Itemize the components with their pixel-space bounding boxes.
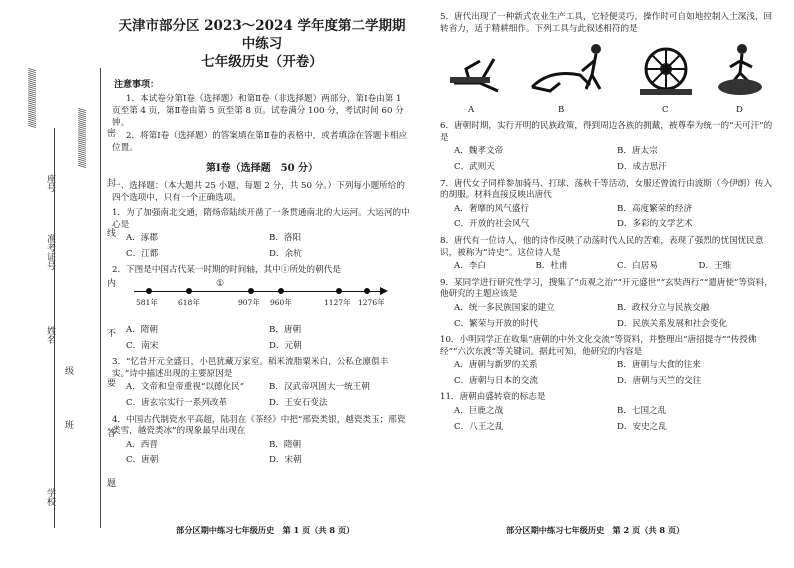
- cut-slash-line: /////////////////////////////: [26, 68, 36, 127]
- cut-word: 要: [105, 378, 115, 387]
- option: B．高度繁荣的经济: [617, 203, 693, 214]
- exam-number-label: 准考证号: [45, 234, 55, 270]
- timeline-axis: [134, 291, 382, 292]
- timeline: [122, 281, 412, 321]
- cut-word: 不: [105, 328, 115, 337]
- tool-image-a: [450, 59, 498, 91]
- option: C．江都: [126, 248, 159, 259]
- option: A．唐朝与新罗的关系: [454, 360, 538, 371]
- option: D．民族关系发展和社会变化: [617, 318, 728, 329]
- school-label: 学校: [45, 488, 55, 506]
- option: C．八王之乱: [454, 421, 504, 432]
- cut-slash-line-2: /////////////////////////////: [76, 108, 86, 167]
- question-5: 5．唐代出现了一种新式农业生产工具，它轻便灵巧，操作时可自如地控制入土深浅，回转省力，适于精耕细作。下列工具与此叙述相符的是: [440, 12, 773, 34]
- question-1: 1．为了加强南北交通，隋炀帝陆续开凿了一条贯通南北的大运河。大运河的中心是: [112, 208, 410, 230]
- page-two-footer: 部分区期中练习七年级历史 第 2 页（共 8 页）: [506, 525, 685, 535]
- timeline-year: 960年: [270, 298, 292, 308]
- cut-word: 题: [105, 478, 115, 487]
- question-9-options: [440, 303, 780, 330]
- image-label-a: A: [468, 105, 475, 116]
- option: B．唐朝与大食的往来: [617, 360, 701, 371]
- option: D．王安石变法: [269, 398, 328, 409]
- tool-image-d: [718, 44, 762, 95]
- class-label-a: 班: [63, 420, 73, 429]
- image-label-b: B: [558, 105, 565, 116]
- option: D．成吉思汗: [617, 161, 667, 172]
- exam-subtitle: 七年级历史（开卷）: [201, 54, 323, 71]
- section-intro: 一、选择题：（本大题共 25 小题，每题 2 分，共 50 分。）下列每小题所给的四个选项中，只有一个正确选项。: [112, 180, 405, 203]
- divider: [100, 68, 101, 528]
- option: C．武则天: [454, 161, 495, 172]
- option: A．隋朝: [126, 325, 158, 336]
- question-2: 2．下图是中国古代某一时期的时间轴，其中①所处的朝代是: [112, 265, 341, 276]
- timeline-year: 907年: [238, 298, 260, 308]
- cut-word: 内: [105, 278, 115, 287]
- option: B．隋朝: [269, 439, 302, 450]
- option: B．汉武帝巩固大一统王朝: [269, 382, 370, 393]
- page-one: [112, 8, 412, 472]
- option: A．魏孝文帝: [454, 146, 504, 157]
- question-10: 10．小明同学正在收集“唐朝的中外文化交流”等资料，并整理出“唐招提寺”“传授佛经”“六次东渡”等关键词。据此可知，他研究的内容是: [440, 335, 757, 357]
- timeline-dot: [278, 288, 284, 294]
- tool-images: [440, 39, 780, 103]
- option: D．余杭: [269, 248, 302, 259]
- option: B．唐太宗: [617, 146, 658, 157]
- option: A．西晋: [126, 439, 158, 450]
- timeline-dot: [364, 288, 370, 294]
- cut-word: 答: [105, 428, 115, 437]
- timeline-marker: ①: [216, 279, 225, 290]
- option: C．开放的社会风气: [454, 219, 530, 230]
- image-label-c: C: [662, 105, 669, 116]
- name-label: 姓名: [45, 326, 55, 344]
- option: C．唐朝: [126, 455, 159, 466]
- page-two: [440, 8, 780, 438]
- page-one-footer: 部分区期中练习七年级历史 第 1 页（共 8 页）: [176, 525, 355, 535]
- tool-image-labels: [440, 105, 780, 117]
- cut-word: 封: [105, 178, 115, 187]
- option: A．巨鹿之战: [454, 406, 504, 417]
- option: B．七国之乱: [617, 406, 667, 417]
- question-4-options: [112, 440, 412, 467]
- tool-image-c: [640, 49, 692, 95]
- timeline-year: 618年: [178, 298, 200, 308]
- question-8: 8．唐代有一位诗人，他的诗作反映了动荡时代人民的苦难，表现了强烈的忧国忧民意识，被称为“诗史”。这位诗人是: [440, 235, 764, 258]
- option: A．统一多民族国家的建立: [454, 302, 555, 313]
- cut-word: 线: [105, 228, 115, 237]
- class-label-b: 级: [63, 366, 73, 375]
- option: D．多彩的文学艺术: [617, 219, 693, 230]
- exam-title: 天津市部分区 2023～2024 学年度第二学期期中练习: [118, 18, 406, 52]
- option: C．唐玄宗实行一系列改革: [126, 398, 228, 409]
- cut-word: 密: [105, 128, 115, 137]
- timeline-dot: [336, 288, 342, 294]
- option: A．奢靡的风气盛行: [454, 203, 529, 214]
- timeline-year: 581年: [136, 298, 158, 308]
- question-2-options: [112, 325, 412, 352]
- option: A．涿郡: [126, 233, 158, 244]
- question-8-options: [440, 261, 780, 273]
- option: C．唐朝与日本的交流: [454, 375, 538, 386]
- option: D．王维: [698, 261, 732, 272]
- option: C．南宋: [126, 340, 159, 351]
- timeline-arrow: [380, 287, 388, 295]
- timeline-year: 1276年: [358, 298, 385, 308]
- timeline-dot: [146, 288, 152, 294]
- binding-margin: [14, 8, 115, 528]
- notice-heading: 注意事项：: [114, 80, 160, 91]
- section-title: 第Ⅰ卷（选择题 50 分）: [205, 163, 319, 175]
- timeline-dot: [186, 288, 192, 294]
- question-10-options: [440, 360, 780, 387]
- option: D．安史之乱: [617, 421, 667, 432]
- notice-item: 1．本试卷分第Ⅰ卷（选择题）和第Ⅱ卷（非选择题）两部分，第Ⅰ卷由第 1 页至第 4 页，第Ⅱ卷由第 5 页至第 8 页。试卷满分 100 分，考试时间 60 分钟。: [112, 94, 404, 128]
- option: D．唐朝与天竺的交往: [617, 375, 702, 386]
- option: C．白居易: [617, 261, 658, 272]
- question-1-options: [112, 233, 412, 260]
- question-11-options: [440, 406, 780, 433]
- seat-number-label: 座号: [45, 174, 55, 192]
- question-6: 6．唐朝时期，实行开明的民族政策，得到周边各族的拥戴，被尊奉为统一的“天可汗”的是: [440, 121, 773, 143]
- question-6-options: [440, 146, 780, 173]
- question-3: 3．“忆昔开元全盛日，小邑犹藏万家室。稻米流脂粟米白，公私仓廪俱丰实。”诗中描述出现的主要原因是: [112, 357, 389, 379]
- option: A．李白: [454, 261, 486, 272]
- question-9: 9．某同学进行研究性学习，搜集了“贞观之治”“开元盛世”“玄奘西行”“遣唐使”等资料，他研究的主题应该是: [440, 277, 773, 300]
- notice-item: 2．将第Ⅰ卷（选择题）的答案填在第Ⅱ卷的表格中，或者填涂在答题卡相应位置。: [112, 131, 408, 153]
- option: D．元朝: [269, 340, 302, 351]
- question-7: 7．唐代女子同样参加骑马、打球、荡秋千等活动，女服还曾流行由波斯（今伊朗）传入的胡服。材料直接反映出唐代: [440, 178, 773, 201]
- image-label-d: D: [736, 105, 743, 116]
- timeline-year: 1127年: [324, 298, 351, 308]
- option: B．杜甫: [535, 261, 568, 272]
- option: B．政权分立与民族交融: [617, 302, 710, 313]
- farming-tools-figure: [440, 39, 780, 103]
- option: C．繁荣与开放的时代: [454, 318, 538, 329]
- option: B．唐朝: [269, 325, 302, 336]
- question-4: 4．中国古代制瓷水平高超，陆羽在《茶经》中把“邢瓷类银，越瓷类玉；邢瓷类雪，越瓷类冰”的现象最早出现在: [112, 414, 406, 437]
- timeline-dot: [248, 288, 254, 294]
- option: D．宋朝: [269, 455, 302, 466]
- tool-image-b: [532, 44, 601, 91]
- question-3-options: [112, 382, 412, 409]
- question-11: 11．唐朝由盛转衰的标志是: [440, 392, 546, 403]
- option: A．文帝和皇帝重视“以德化民”: [126, 382, 245, 393]
- option: B．洛阳: [269, 233, 302, 244]
- question-7-options: [440, 204, 780, 231]
